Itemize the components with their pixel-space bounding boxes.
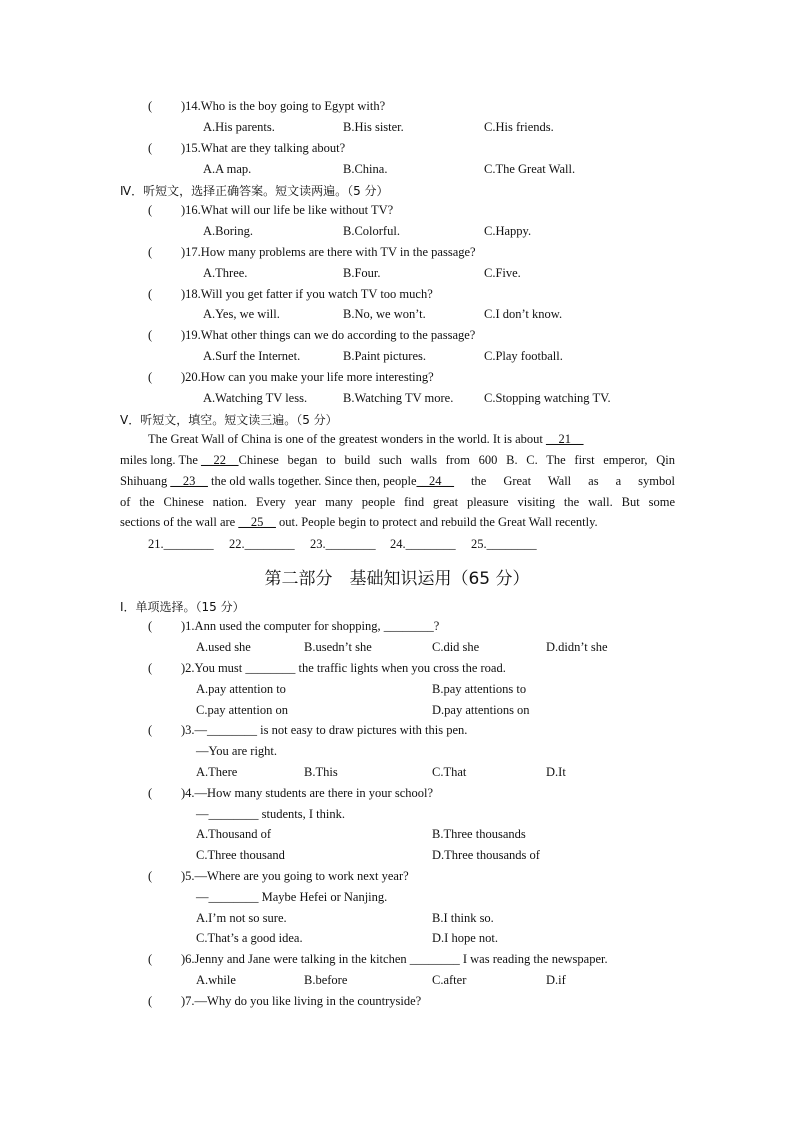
q18-option-b: B.No, we won’t. <box>343 307 426 321</box>
section-1-title: Ⅰ．单项选择。（15 分） <box>120 600 245 614</box>
passage-text: Chinese began to build such walls from 600 B. C. The first emperor, Qin <box>238 453 675 467</box>
passage-text: sections of the wall are <box>120 515 239 529</box>
blank-21: __21__ <box>545 432 584 446</box>
g2-option-d: D.pay attentions on <box>432 703 530 717</box>
g4-option-d: D.Three thousands of <box>432 848 540 862</box>
grammar-question-1: )1.Ann used the computer for shopping, ________? <box>181 619 440 633</box>
blank-22: __22__ <box>201 453 239 467</box>
answer-paren: ( <box>148 661 153 675</box>
g2-option-b: B.pay attentions to <box>432 682 527 696</box>
answer-paren: ( <box>148 245 153 259</box>
q16-option-b: B.Colorful. <box>343 224 400 238</box>
passage-line-1 <box>148 432 583 447</box>
q19-option-c: C.Play football. <box>484 349 563 363</box>
q20-option-a: A.Watching TV less. <box>203 391 308 405</box>
q20-option-c: C.Stopping watching TV. <box>484 391 611 405</box>
answer-blank-25: 25.________ <box>471 537 537 551</box>
answer-paren: ( <box>148 99 153 113</box>
passage-line-4: of the Chinese nation. Every year many people find great pleasure visiting the wall. But some <box>120 495 675 509</box>
g1-option-a: A.used she <box>196 640 251 654</box>
passage-text: The Great Wall of China is one of the greatest wonders in the world. It is about <box>148 432 546 446</box>
question-15: )15.What are they talking about? <box>181 141 346 155</box>
g3-option-a: A.There <box>196 765 238 779</box>
g5-option-c: C.That’s a good idea. <box>196 931 303 945</box>
blank-24: __24__ <box>416 474 454 488</box>
passage-text: miles long. The <box>120 453 202 467</box>
g5-option-a: A.I’m not so sure. <box>196 911 287 925</box>
q18-option-a: A.Yes, we will. <box>203 307 280 321</box>
grammar-question-6: )6.Jenny and Jane were talking in the kitchen ________ I was reading the newspaper. <box>181 952 608 966</box>
answer-paren: ( <box>148 141 153 155</box>
answer-paren: ( <box>148 203 153 217</box>
passage-line-5 <box>120 515 598 530</box>
g2-option-a: A.pay attention to <box>196 682 286 696</box>
answer-paren: ( <box>148 869 153 883</box>
g3-option-d: D.It <box>546 765 566 779</box>
grammar-question-4-reply: —________ students, I think. <box>196 807 345 821</box>
passage-text: the old walls together. Since then, people <box>207 474 417 488</box>
g1-option-d: D.didn’t she <box>546 640 608 654</box>
passage-text: Shihuang <box>120 474 171 488</box>
g5-option-b: B.I think so. <box>432 911 494 925</box>
q14-option-a: A.His parents. <box>203 120 275 134</box>
q14-option-b: B.His sister. <box>343 120 404 134</box>
answer-paren: ( <box>148 994 153 1008</box>
q16-option-a: A.Boring. <box>203 224 253 238</box>
q17-option-a: A.Three. <box>203 266 248 280</box>
blank-25: __25__ <box>238 515 276 529</box>
section-5-title: Ⅴ．听短文，填空。短文读三遍。（5 分） <box>120 413 338 427</box>
grammar-question-4: )4.—How many students are there in your school? <box>181 786 434 800</box>
question-14: )14.Who is the boy going to Egypt with? <box>181 99 386 113</box>
answer-blank-23: 23.________ <box>310 537 376 551</box>
g2-option-c: C.pay attention on <box>196 703 288 717</box>
grammar-question-5: )5.—Where are you going to work next year? <box>181 869 409 883</box>
answer-paren: ( <box>148 619 153 633</box>
g6-option-c: C.after <box>432 973 467 987</box>
q17-option-b: B.Four. <box>343 266 381 280</box>
g4-option-c: C.Three thousand <box>196 848 285 862</box>
answer-blank-24: 24.________ <box>390 537 456 551</box>
answer-paren: ( <box>148 328 153 342</box>
grammar-question-3: )3.—________ is not easy to draw pictures with this pen. <box>181 723 468 737</box>
grammar-question-5-reply: —________ Maybe Hefei or Nanjing. <box>196 890 388 904</box>
grammar-question-7: )7.—Why do you like living in the countryside? <box>181 994 422 1008</box>
passage-text: the Great Wall as a symbol <box>454 474 675 488</box>
g4-option-b: B.Three thousands <box>432 827 526 841</box>
answer-paren: ( <box>148 723 153 737</box>
q15-option-b: B.China. <box>343 162 388 176</box>
passage-line-2 <box>120 453 675 468</box>
answer-blank-21: 21.________ <box>148 537 214 551</box>
answer-paren: ( <box>148 952 153 966</box>
g5-option-d: D.I hope not. <box>432 931 498 945</box>
q19-option-b: B.Paint pictures. <box>343 349 426 363</box>
grammar-question-2: )2.You must ________ the traffic lights when you cross the road. <box>181 661 506 675</box>
q19-option-a: A.Surf the Internet. <box>203 349 301 363</box>
g6-option-d: D.if <box>546 973 566 987</box>
part-2-title: 第二部分 基础知识运用（65 分） <box>264 569 530 589</box>
section-4-title: Ⅳ．听短文，选择正确答案。短文读两遍。（5 分） <box>120 184 389 198</box>
g6-option-a: A.while <box>196 973 236 987</box>
question-18: )18.Will you get fatter if you watch TV too much? <box>181 287 433 301</box>
answer-paren: ( <box>148 370 153 384</box>
q15-option-a: A.A map. <box>203 162 252 176</box>
question-16: )16.What will our life be like without TV? <box>181 203 394 217</box>
g3-option-c: C.That <box>432 765 467 779</box>
q17-option-c: C.Five. <box>484 266 521 280</box>
q18-option-c: C.I don’t know. <box>484 307 563 321</box>
passage-text: out. People begin to protect and rebuild the Great Wall recently. <box>275 515 598 529</box>
question-19: )19.What other things can we do according to the passage? <box>181 328 476 342</box>
q14-option-c: C.His friends. <box>484 120 554 134</box>
g1-option-b: B.usedn’t she <box>304 640 372 654</box>
blank-23: __23__ <box>170 474 208 488</box>
grammar-question-3-reply: —You are right. <box>196 744 278 758</box>
answer-paren: ( <box>148 786 153 800</box>
question-17: )17.How many problems are there with TV in the passage? <box>181 245 476 259</box>
answer-paren: ( <box>148 287 153 301</box>
answer-blank-22: 22.________ <box>229 537 295 551</box>
g1-option-c: C.did she <box>432 640 480 654</box>
q20-option-b: B.Watching TV more. <box>343 391 454 405</box>
g4-option-a: A.Thousand of <box>196 827 271 841</box>
g6-option-b: B.before <box>304 973 348 987</box>
q16-option-c: C.Happy. <box>484 224 532 238</box>
q15-option-c: C.The Great Wall. <box>484 162 576 176</box>
question-20: )20.How can you make your life more interesting? <box>181 370 434 384</box>
passage-line-3 <box>120 474 675 489</box>
g3-option-b: B.This <box>304 765 338 779</box>
